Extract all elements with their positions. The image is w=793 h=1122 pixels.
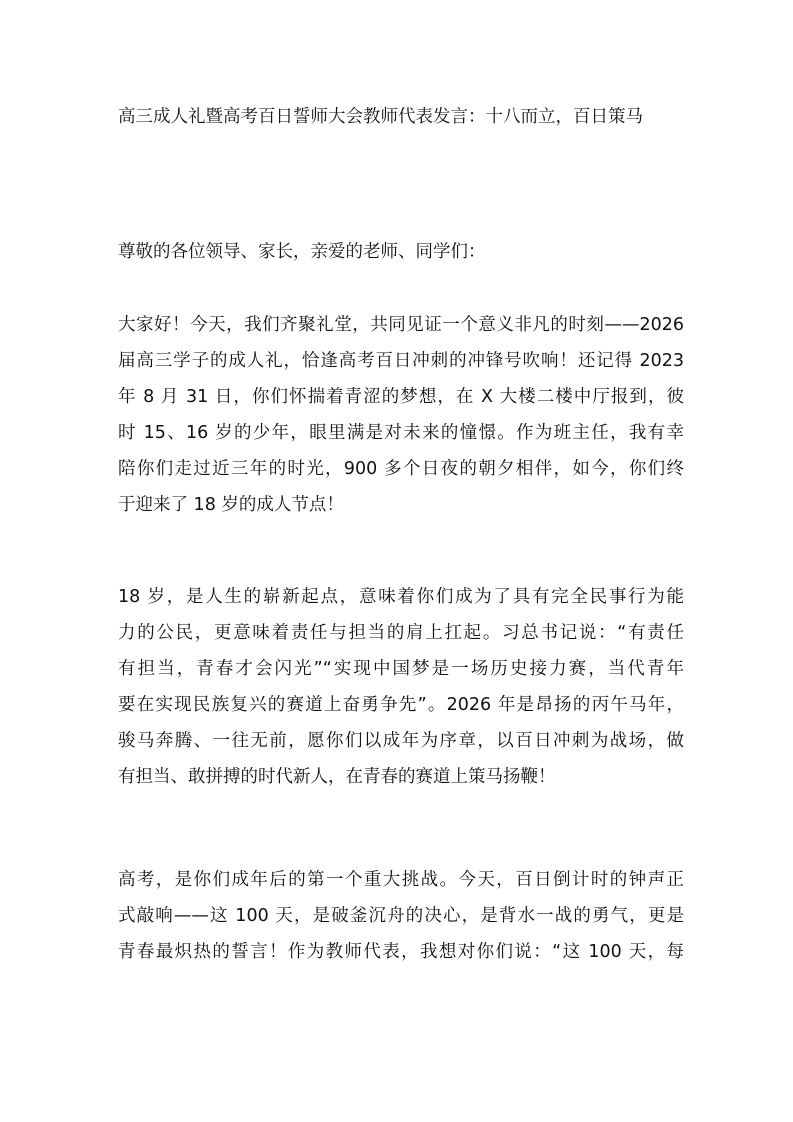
paragraph-line: 18 岁，是人生的崭新起点，意味着你们成为了具有完全民事行为能 xyxy=(118,587,684,607)
paragraph-line: 年 8 月 31 日，你们怀揣着青涩的梦想，在 X 大楼二楼中厅报到，彼 xyxy=(118,387,684,407)
paragraph-line: 高考，是你们成年后的第一个重大挑战。今天，百日倒计时的钟声正 xyxy=(118,870,684,890)
paragraph-line: 有担当，青春才会闪光”“实现中国梦是一场历史接力赛，当代青年 xyxy=(118,659,684,679)
greeting: 尊敬的各位领导、家长，亲爱的老师、同学们： xyxy=(118,242,486,262)
paragraph-line: 力的公民，更意味着责任与担当的肩上扛起。习总书记说：“有责任 xyxy=(118,623,684,643)
paragraph-line: 骏马奔腾、一往无前，愿你们以成年为序章，以百日冲刺为战场，做 xyxy=(118,731,684,751)
document-title: 高三成人礼暨高考百日誓师大会教师代表发言：十八而立，百日策马 xyxy=(118,107,643,127)
paragraph-line: 时 15、16 岁的少年，眼里满是对未来的憧憬。作为班主任，我有幸 xyxy=(118,423,684,443)
paragraph-line: 有担当、敢拼搏的时代新人，在青春的赛道上策马扬鞭！ xyxy=(118,767,556,787)
paragraph-line: 式敲响——这 100 天，是破釜沉舟的决心，是背水一战的勇气，更是 xyxy=(118,906,684,926)
paragraph-line: 陪你们走过近三年的时光，900 多个日夜的朝夕相伴，如今，你们终 xyxy=(118,459,684,479)
paragraph-line: 要在实现民族复兴的赛道上奋勇争先”。2026 年是昂扬的丙午马年， xyxy=(118,695,684,715)
paragraph-line: 青春最炽热的誓言！作为教师代表，我想对你们说：“这 100 天，每 xyxy=(118,942,684,962)
paragraph-line: 于迎来了 18 岁的成人节点！ xyxy=(118,495,344,515)
paragraph-line: 大家好！今天，我们齐聚礼堂，共同见证一个意义非凡的时刻——2026 xyxy=(118,315,684,335)
paragraph-line: 届高三学子的成人礼，恰逢高考百日冲刺的冲锋号吹响！还记得 2023 xyxy=(118,351,684,371)
